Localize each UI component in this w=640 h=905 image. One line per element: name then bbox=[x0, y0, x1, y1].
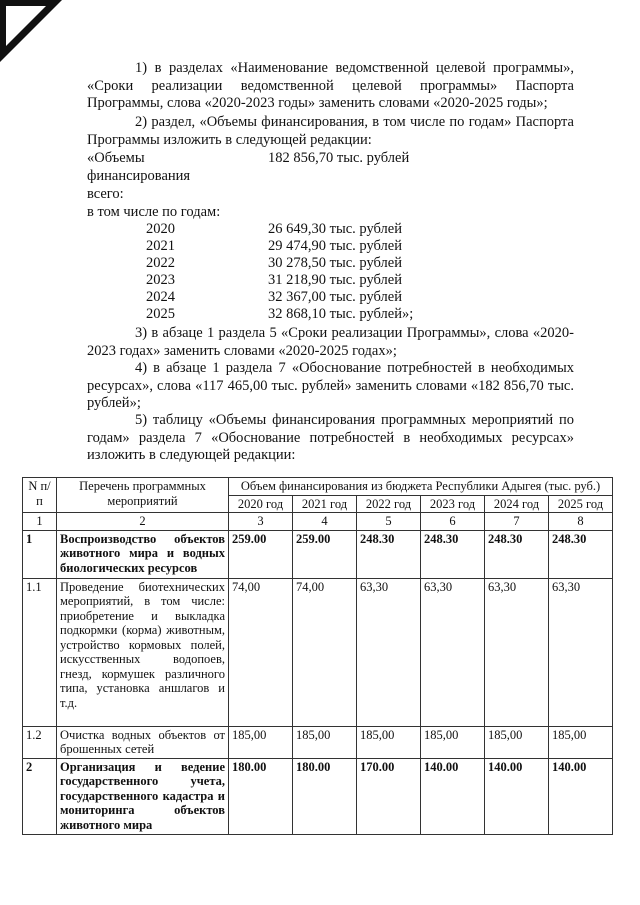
amendment-item-2: 2) раздел, «Объемы финансирования, в том числе по годам» Паспорта Программы изложить в следующей редакции: bbox=[87, 114, 574, 148]
row-value: 185,00 bbox=[549, 726, 613, 758]
header-year: 2022 год bbox=[357, 495, 421, 513]
index-row bbox=[23, 513, 613, 531]
financing-year: 2022 bbox=[146, 255, 175, 271]
header-year: 2024 год bbox=[485, 495, 549, 513]
row-value: 248.30 bbox=[357, 530, 421, 578]
header-year: 2021 год bbox=[293, 495, 357, 513]
financing-amount: 32 367,00 тыс. рублей bbox=[268, 289, 402, 305]
row-value: 140.00 bbox=[485, 758, 549, 834]
row-name: Проведение биотехнических мероприятий, в том числе: приобретение и выкладка подкормки (корма) животным, устройство кормовых полей, искусственных водопоев, гнезд, кормушек различного типа, установка аншлагов и т.д. bbox=[57, 578, 229, 726]
financing-amount: 31 218,90 тыс. рублей bbox=[268, 272, 402, 288]
index-cell: 5 bbox=[357, 513, 421, 531]
row-value: 140.00 bbox=[549, 758, 613, 834]
index-cell: 2 bbox=[57, 513, 229, 531]
header-year: 2023 год bbox=[421, 495, 485, 513]
index-cell: 6 bbox=[421, 513, 485, 531]
row-num: 2 bbox=[23, 758, 57, 834]
row-num: 1 bbox=[23, 530, 57, 578]
row-value: 74,00 bbox=[229, 578, 293, 726]
financing-year: 2021 bbox=[146, 238, 175, 254]
financing-total: 182 856,70 тыс. рублей bbox=[268, 150, 410, 166]
financing-by-years-label: в том числе по годам: bbox=[87, 204, 221, 220]
row-value: 180.00 bbox=[293, 758, 357, 834]
financing-year: 2020 bbox=[146, 221, 175, 237]
table-row bbox=[23, 726, 613, 758]
financing-label-line-3: всего: bbox=[87, 186, 124, 202]
row-num: 1.2 bbox=[23, 726, 57, 758]
financing-amount: 29 474,90 тыс. рублей bbox=[268, 238, 402, 254]
financing-amount: 30 278,50 тыс. рублей bbox=[268, 255, 402, 271]
row-value: 63,30 bbox=[357, 578, 421, 726]
row-value: 248.30 bbox=[549, 530, 613, 578]
financing-year: 2023 bbox=[146, 272, 175, 288]
amendment-item-5: 5) таблицу «Объемы финансирования программных мероприятий по годам» раздела 7 «Обоснование потребностей в необходимых ресурсах» изложить в следующей редакции: bbox=[87, 412, 574, 463]
financing-year: 2024 bbox=[146, 289, 175, 305]
financing-amount: 26 649,30 тыс. рублей bbox=[268, 221, 402, 237]
row-value: 63,30 bbox=[485, 578, 549, 726]
index-cell: 8 bbox=[549, 513, 613, 531]
index-cell: 4 bbox=[293, 513, 357, 531]
index-cell: 7 bbox=[485, 513, 549, 531]
table-row bbox=[23, 758, 613, 834]
index-cell: 3 bbox=[229, 513, 293, 531]
index-cell: 1 bbox=[23, 513, 57, 531]
scan-corner-mark bbox=[0, 0, 70, 70]
amendment-item-1: 1) в разделах «Наименование ведомственной целевой программы», «Сроки реализации ведомственной целевой программы» Паспорта Программы, слова «2020-2023 годы» заменить словами «2020-2025 годы»; bbox=[87, 60, 574, 111]
table-row bbox=[23, 530, 613, 578]
row-num: 1.1 bbox=[23, 578, 57, 726]
row-value: 185,00 bbox=[357, 726, 421, 758]
row-value: 63,30 bbox=[421, 578, 485, 726]
row-value: 185,00 bbox=[421, 726, 485, 758]
financing-year: 2025 bbox=[146, 306, 175, 322]
row-value: 185,00 bbox=[229, 726, 293, 758]
header-num: N п/п bbox=[23, 478, 57, 513]
header-funding: Объем финансирования из бюджета Республики Адыгея (тыс. руб.) bbox=[229, 478, 613, 496]
row-name: Очистка водных объектов от брошенных сетей bbox=[57, 726, 229, 758]
row-value: 248.30 bbox=[485, 530, 549, 578]
row-value: 185,00 bbox=[485, 726, 549, 758]
row-name: Организация и ведение государственного учета, государственного кадастра и мониторинга объектов животного мира bbox=[57, 758, 229, 834]
funding-table bbox=[22, 477, 613, 835]
row-value: 248.30 bbox=[421, 530, 485, 578]
row-value: 140.00 bbox=[421, 758, 485, 834]
financing-amount: 32 868,10 тыс. рублей»; bbox=[268, 306, 414, 322]
row-value: 170.00 bbox=[357, 758, 421, 834]
header-name: Перечень программных мероприятий bbox=[57, 478, 229, 513]
amendment-item-4: 4) в абзаце 1 раздела 7 «Обоснование потребностей в необходимых ресурсах», слова «117 465,00 тыс. рублей» заменить словами «182 856,70 тыс. рублей»; bbox=[87, 360, 574, 411]
amendment-item-3: 3) в абзаце 1 раздела 5 «Сроки реализации Программы», слова «2020-2023 годах» заменить словами «2020-2025 годах»; bbox=[87, 325, 574, 359]
header-year: 2025 год bbox=[549, 495, 613, 513]
table-row bbox=[23, 578, 613, 726]
row-value: 180.00 bbox=[229, 758, 293, 834]
row-value: 185,00 bbox=[293, 726, 357, 758]
financing-label-line-2: финансирования bbox=[87, 168, 191, 184]
row-value: 259.00 bbox=[229, 530, 293, 578]
row-value: 259.00 bbox=[293, 530, 357, 578]
financing-label-line-1: «Объемы bbox=[87, 150, 145, 166]
row-value: 63,30 bbox=[549, 578, 613, 726]
row-value: 74,00 bbox=[293, 578, 357, 726]
header-year: 2020 год bbox=[229, 495, 293, 513]
row-name: Воспроизводство объектов животного мира и водных биологических ресурсов bbox=[57, 530, 229, 578]
